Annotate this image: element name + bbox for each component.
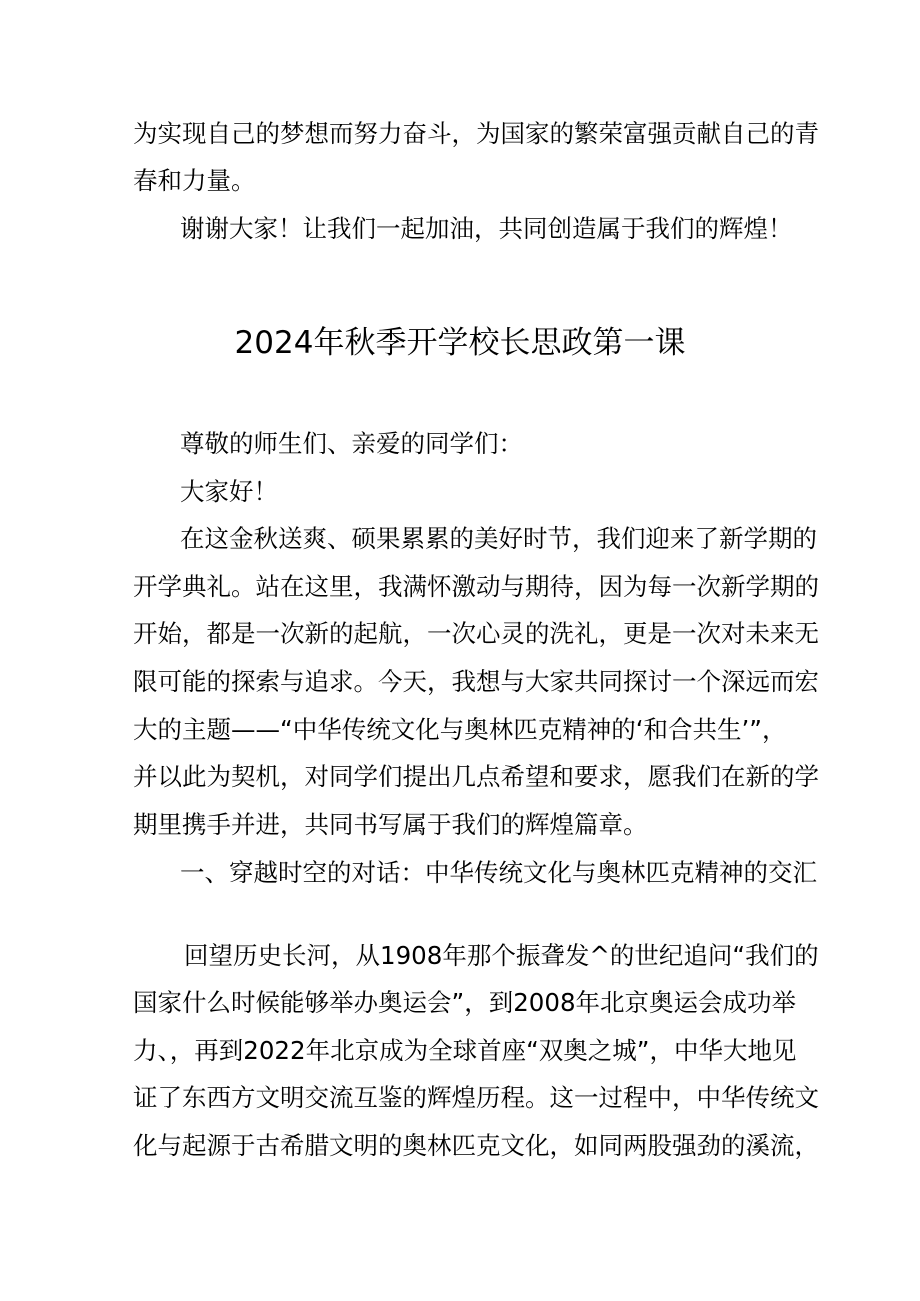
closing-line: 谢谢大家！让我们一起加油，共同创造属于我们的辉煌！ xyxy=(180,214,793,243)
greeting: 大家好！ xyxy=(180,477,278,506)
paragraph-line: 证了东西方文明交流互鉴的辉煌历程。这一过程中，中华传统文 xyxy=(133,1083,819,1112)
paragraph-line: 开学典礼。站在这里，我满怀激动与期待，因为每一次新学期的 xyxy=(133,572,819,601)
paragraph-line: 大的主题——“中华传统文化与奥林匹克精神的‘和合共生’”， xyxy=(133,715,787,744)
paragraph-line: 回望历史长河，从1908年那个振聋发^的世纪追问“我们的 xyxy=(184,941,819,970)
paragraph-line: 期里携手并进，共同书写属于我们的辉煌篇章。 xyxy=(133,810,648,839)
paragraph-line: 限可能的探索与追求。今天，我想与大家共同探讨一个深远而宏 xyxy=(133,667,819,696)
page-title: 2024年秋季开学校长思政第一课 xyxy=(234,325,686,361)
paragraph-line: 开始，都是一次新的起航，一次心灵的洗礼，更是一次对未来无 xyxy=(133,619,819,648)
salutation: 尊敬的师生们、亲爱的同学们： xyxy=(180,429,523,458)
paragraph-line: 在这金秋送爽、硕果累累的美好时节，我们迎来了新学期的 xyxy=(180,524,817,553)
paragraph-line: 并以此为契机，对同学们提出几点希望和要求，愿我们在新的学 xyxy=(133,762,819,791)
paragraph-line: 力、，再到2022年北京成为全球首座“双奥之城”，中华大地见 xyxy=(133,1036,797,1065)
paragraph-line: 为实现自己的梦想而努力奋斗，为国家的繁荣富强贡献自己的青 xyxy=(133,119,819,148)
paragraph-line: 国家什么时候能够举办奥运会”，到2008年北京奥运会成功举 xyxy=(133,988,797,1017)
section-heading: 一、穿越时空的对话：中华传统文化与奥林匹克精神的交汇 xyxy=(180,858,817,887)
paragraph-line: 化与起源于古希腊文明的奥林匹克文化，如同两股强劲的溪流， xyxy=(133,1131,819,1160)
paragraph-line: 春和力量。 xyxy=(133,166,256,195)
